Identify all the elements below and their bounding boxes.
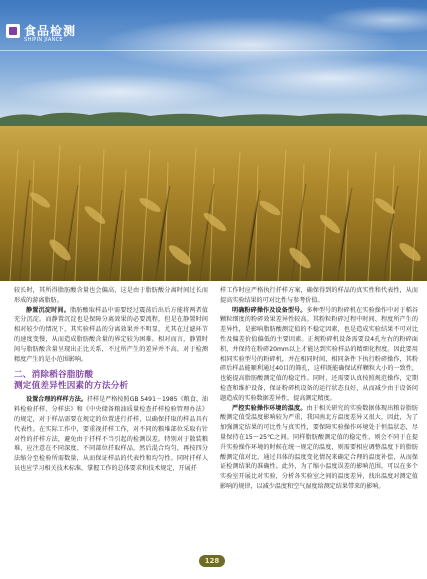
right-paragraph-3: [220, 404, 418, 492]
section-header-subtitle: SHIPIN JIANCE: [24, 37, 63, 43]
left-paragraph-3-lead: 设置合理的样样方法。: [26, 396, 87, 404]
right-paragraph-3-body: 由于相关研究的实验数据体现出粮谷脂肪酸测定值受温度影响较为严重，我国南北方温度差异又很大，因此，为了加强测定结果的可比性与真实性，要保障实验操作环境处于恒温状态，尽量保持在15～25℃之间。同样脂肪酸测定值的稳定性，则会不同于在提升实验操作环境的时候在统一规定的温度，则需要相应调整温度下的脂肪酸测定值对比，通过具体的温度变化情况来确定合理的温度补偿，从而保证检测结果的准确性。此外，为了缩小温度误差的影响范围，可以在多个实验室开展比对实验，分析各实验室之间的温度差异，找出温度对测定值影响的规律，以减少温度和空气湿度给测定结果带来的影响。: [220, 404, 419, 490]
hero-photo-rice-field: [0, 0, 427, 281]
magazine-section-icon: [6, 24, 20, 38]
header-divider: [0, 50, 427, 51]
right-text-column: [220, 286, 418, 492]
page-number: 128: [199, 555, 225, 567]
section-heading-line-2: 测定值差异性因素的方法分析: [14, 381, 129, 392]
right-paragraph-2-lead: 明确粉碎操作及设备型号。: [232, 306, 307, 314]
right-paragraph-2-body: 多种型号的粉碎机在实验操作中对于稻谷颗粒细度的粉碎效果差异性较高。其粉粒粉碎过程中时间、程度所产生的差异性，是影响脂肪酸测定值的不稳定因素，也是造成实验结果不可对比性及偏差价值偏低的主要因素。正规粉碎机设备需要设4孔左右的粉碎面积，并保持在粉碎20mm以上才能达到实验样品的精细化程度。因此要用相同实验型号的粉碎机，并在相同时间、相同条件下执行粉碎操作，其粉碎后样品能顺利通过40目的筛孔，这样既能确保试样颗粒大小的一致性，也能提高脂肪酸测定值的稳定性。同时，还需要认真按照规范操作，定期检查和维护设备，保证粉碎机设备的运行状态良好，从而减少由于设备问题造成的实验数据差异性，提高测定精度。: [220, 306, 419, 402]
section-heading-line-1: 二、消除稻谷脂肪酸: [14, 370, 94, 381]
left-paragraph-2: [14, 306, 208, 365]
left-paragraph-2-lead: 静置沉淀时间。: [26, 306, 70, 314]
left-paragraph-2-body: 脂肪酸取样品中需要经过震荡后出后方能将两者值充分沉淀。而静置沉淀也是保障分离效果的必要流程，但是在静置时间相对较少的情况下，其实验样品的分离效果并不明显，尤其在过滤环节的速度变慢，从而造成脂肪酸含量的界定较为困难。相对而言，静置时间与脂肪酸含量呈现出正比关系，不过所产生的差异并不高，对于检测精度产生的是小范围影响。: [14, 306, 209, 363]
section-heading: [14, 370, 208, 392]
rice-field-illustration: [0, 0, 427, 281]
right-paragraph-3-lead: 严控实验操作环境的温度。: [232, 404, 307, 412]
left-paragraph-3-body: 扦样是严格按照GB 5491－1985《粮食、油料检验扦样、分样法》和《中央储备粮油质量检查扦样检验管理办法》的规定，对于样品需要在规定的位置进行扦样，以确保扦取的样品具有代表性。在实际工作中，要重视扦样工作，对不同的粮堆部位采取有针对性的扦样方法，避免由于扦样不当引起的检测误差。特别对于散装粮堆，应注意在不同深度、不同部位扦取样品，然后混合均匀，再按四分法缩分至检验所需数量，从而保证样品的代表性和均匀性。同时扦样人员也应学习相关技术标准，掌握工作的总体要求和技术规定，开展扦: [14, 396, 209, 472]
right-paragraph-2: [220, 306, 418, 404]
left-paragraph-1: 较长时，其所得脂肪酸含量也会偏高，这是由于脂肪酸分离时间过长而形成的游离脂肪。: [14, 287, 208, 304]
left-text-column: [14, 286, 208, 474]
left-paragraph-3: [14, 395, 208, 473]
section-header-title: 食品检测: [24, 24, 77, 38]
right-paragraph-1: 样工作时应严格执行扦样方案，确保得到的样品的真实性和代表性，从而提高实验结果的可对比性与参考价值。: [220, 287, 418, 304]
